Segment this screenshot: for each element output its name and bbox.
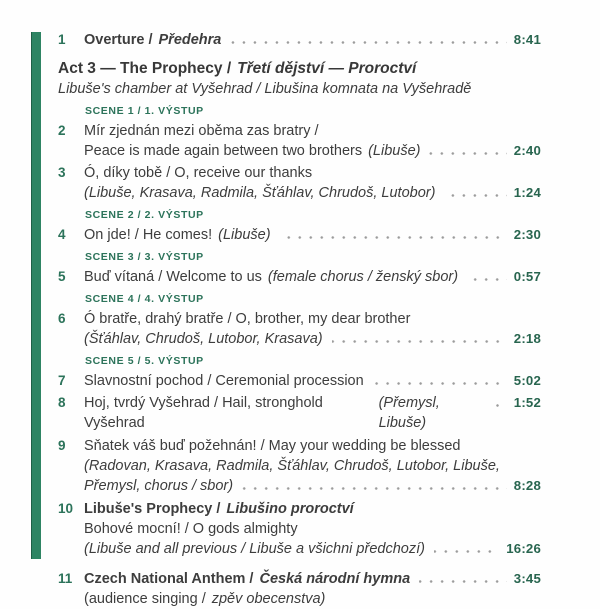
track-title: Overture / (84, 32, 153, 48)
act-block (58, 58, 541, 99)
track-row-8 (58, 393, 541, 433)
track-duration: 3:45 (513, 571, 541, 586)
track-cast: (Libuše) (218, 227, 271, 243)
track-title: Slavnostní pochod / Ceremonial procession (84, 373, 364, 389)
dot-leader (230, 41, 506, 44)
track-title-czech: Česká národní hymna (259, 571, 411, 587)
track-number: 2 (58, 123, 66, 138)
track-cast: (Libuše) (368, 143, 421, 159)
track-duration: 16:26 (506, 541, 541, 556)
dot-leader (419, 580, 507, 583)
track-title: Ó, díky tobě / O, receive our thanks (84, 165, 313, 181)
track-row-5 (58, 267, 541, 287)
track-duration: 1:52 (513, 395, 541, 410)
track-cast: (Libuše, Krasava, Radmila, Šťáhlav, Chrudoš, Lutobor) (84, 185, 436, 201)
track-title: Libuše's Prophecy / (84, 501, 221, 517)
track-title: Mír zjednán mezi oběma zas bratry / (84, 123, 319, 139)
track-performers: (audience singing / (84, 591, 206, 607)
track-subtitle: Bohové mocní! / O gods almighty (84, 521, 298, 537)
track-title-translation: Peace is made again between two brothers (84, 143, 363, 159)
track-cast: (Libuše and all previous / Libuše a všichni předchozí) (84, 541, 425, 557)
track-duration: 5:02 (513, 373, 541, 388)
track-number: 5 (58, 269, 66, 284)
dot-leader (280, 236, 507, 239)
scene-label-4: SCENE 4 / 4. VÝSTUP (85, 293, 204, 305)
track-number: 3 (58, 165, 66, 180)
track-duration: 2:30 (513, 227, 541, 242)
track-title: Ó bratře, drahý bratře / O, brother, my dear brother (84, 311, 411, 327)
track-title: On jde! / He comes! (84, 227, 213, 243)
track-number: 7 (58, 373, 66, 388)
scene-label-3: SCENE 3 / 3. VÝSTUP (85, 251, 204, 263)
track-duration: 0:57 (513, 269, 541, 284)
track-number: 4 (58, 227, 66, 242)
track-duration: 1:24 (513, 185, 541, 200)
dot-leader (495, 404, 507, 407)
track-row-4 (58, 225, 541, 245)
track-title-czech: Libušino proroctví (226, 501, 354, 517)
track-number: 8 (58, 395, 66, 410)
dot-leader (332, 340, 507, 343)
scene-label-5: SCENE 5 / 5. VÝSTUP (85, 355, 204, 367)
track-row-10 (58, 499, 541, 559)
dot-leader (434, 550, 499, 553)
track-performers-czech: zpěv obecenstva) (211, 591, 326, 607)
dot-leader (429, 152, 506, 155)
dot-leader (467, 278, 507, 281)
track-title: Buď vítaná / Welcome to us (84, 269, 262, 285)
track-row-11 (58, 569, 541, 609)
track-number: 11 (58, 571, 73, 586)
track-row-1 (58, 30, 541, 50)
track-duration: 8:28 (513, 478, 541, 493)
accent-bar (31, 32, 41, 559)
track-cast: (Radovan, Krasava, Radmila, Šťáhlav, Chrudoš, Lutobor, Libuše, (84, 458, 500, 474)
track-cast: (Šťáhlav, Chrudoš, Lutobor, Krasava) (84, 331, 323, 347)
scene-label-1: SCENE 1 / 1. VÝSTUP (85, 105, 204, 117)
track-title-czech: Předehra (158, 32, 222, 48)
track-cast: Přemysl, chorus / sbor) (84, 478, 234, 494)
track-row-9 (58, 436, 541, 496)
track-row-7 (58, 371, 541, 391)
dot-leader (242, 487, 507, 490)
track-row-6 (58, 309, 541, 349)
track-number: 6 (58, 311, 66, 326)
track-number: 1 (58, 32, 66, 47)
track-duration: 2:40 (513, 143, 541, 158)
dot-leader (373, 382, 507, 385)
track-title: Czech National Anthem / (84, 571, 254, 587)
track-row-3 (58, 163, 541, 203)
track-number: 9 (58, 438, 66, 453)
track-row-2 (58, 121, 541, 161)
act-heading-czech: Třetí dějství — Proroctví (237, 60, 417, 77)
track-cast: (Přemysl, Libuše) (378, 395, 440, 431)
scene-label-2: SCENE 2 / 2. VÝSTUP (85, 209, 204, 221)
act-setting: Libuše's chamber at Vyšehrad / Libušina komnata na Vyšehradě (58, 81, 472, 97)
dot-leader (444, 194, 506, 197)
track-title: Sňatek váš buď požehnán! / May your wedding be blessed (84, 438, 461, 454)
track-title: Hoj, tvrdý Vyšehrad / Hail, stronghold Vyšehrad (84, 395, 323, 431)
track-number: 10 (58, 501, 74, 516)
track-duration: 2:18 (513, 331, 541, 346)
act-heading: Act 3 — The Prophecy / (58, 60, 232, 77)
track-duration: 8:41 (513, 32, 541, 47)
tracklist-page (58, 28, 541, 609)
track-cast: (female chorus / ženský sbor) (267, 269, 459, 285)
